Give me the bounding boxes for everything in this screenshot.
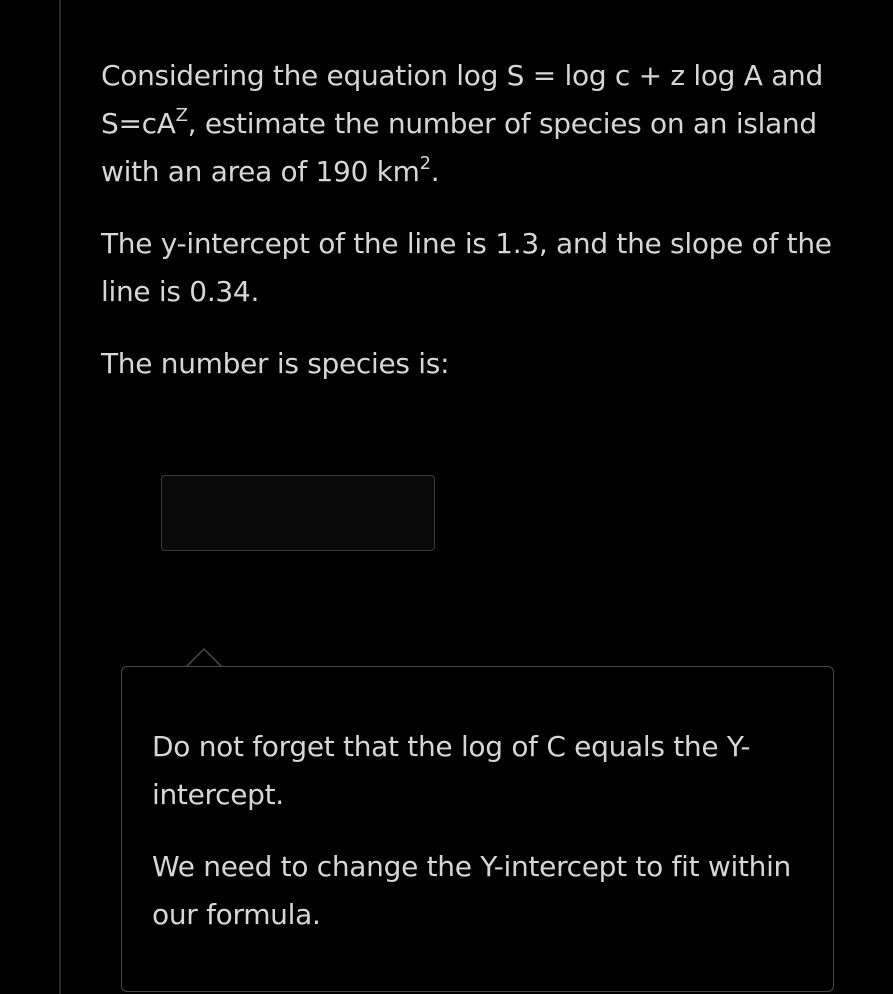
answer-prompt: The number is species is: <box>101 347 450 380</box>
given-values: The y-intercept of the line is 1.3, and the slope of the line is 0.34. <box>101 227 832 308</box>
question-statement-part3: . <box>430 155 440 188</box>
question-statement-part1: Considering the equation log S = log c + z log A and S=cA <box>101 59 823 140</box>
exponent-2: 2 <box>419 152 431 174</box>
question-statement <box>101 52 861 196</box>
hint-paragraph-1: Do not forget that the log of C equals the Y-intercept. <box>152 730 751 811</box>
exponent-z: Z <box>175 104 188 126</box>
answer-input[interactable] <box>161 475 435 551</box>
left-divider <box>59 0 61 994</box>
hint-box <box>121 666 834 992</box>
question-statement-part2: , estimate the number of species on an island with an area of 190 km <box>101 107 817 188</box>
hint-pointer-arrow <box>185 648 223 667</box>
hint-paragraph-2: We need to change the Y-intercept to fit within our formula. <box>152 850 791 931</box>
question-text <box>101 52 861 412</box>
